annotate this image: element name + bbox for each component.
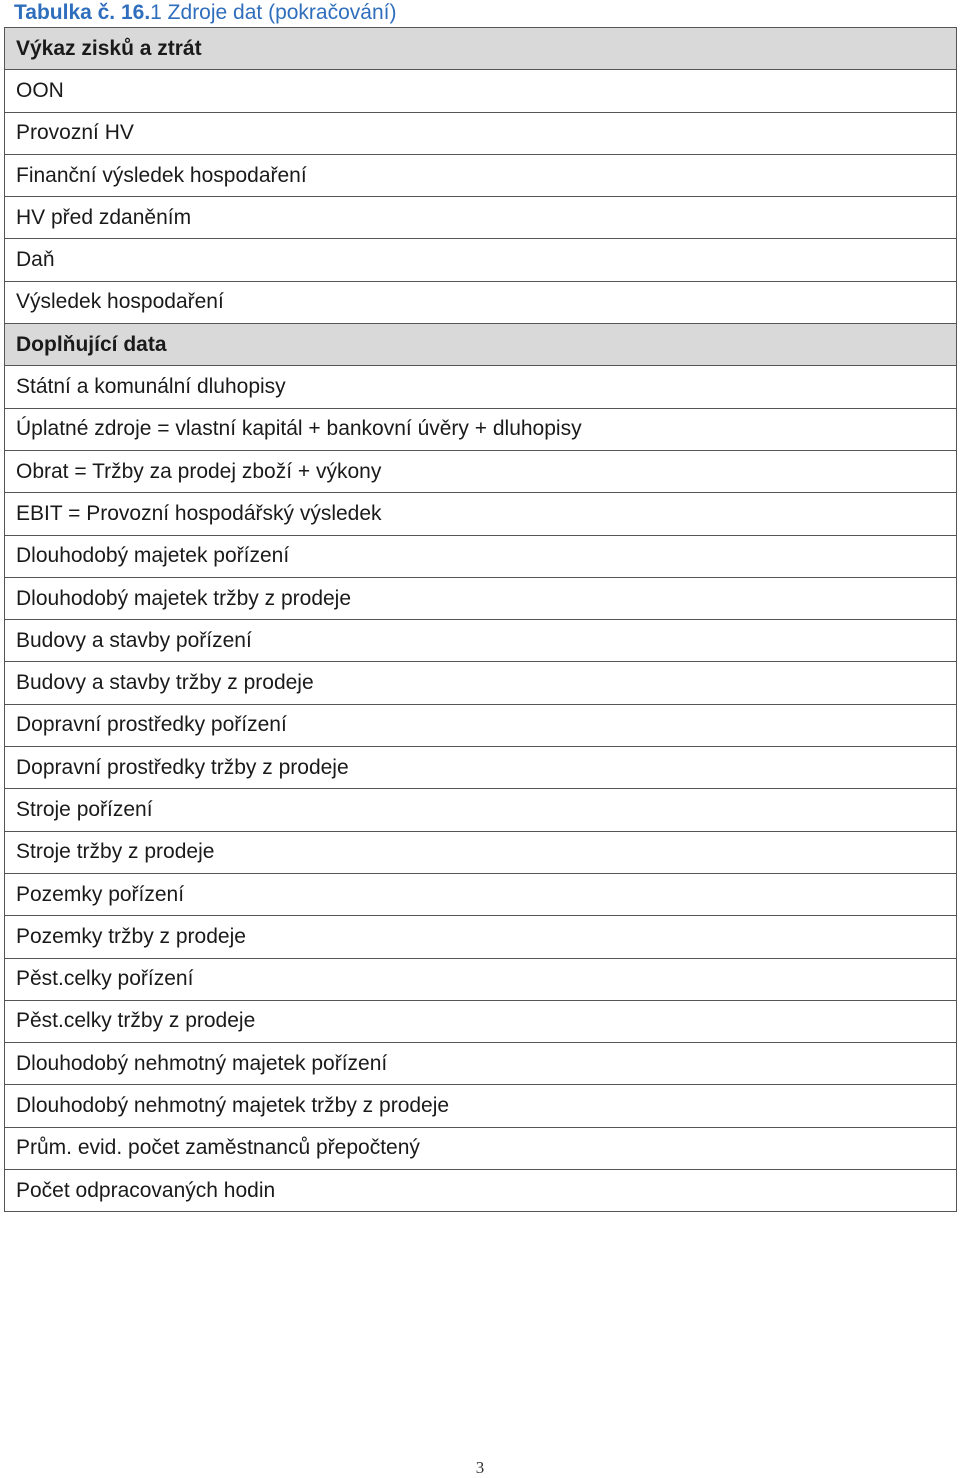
- table-cell: Pěst.celky pořízení: [5, 958, 957, 1000]
- table-row: [5, 831, 957, 873]
- table-cell: Úplatné zdroje = vlastní kapitál + bankovní úvěry + dluhopisy: [5, 408, 957, 450]
- table-row: [5, 239, 957, 281]
- table-row: [5, 450, 957, 492]
- table-caption-title: 1 Zdroje dat (pokračování): [150, 1, 397, 24]
- table-row: [5, 704, 957, 746]
- table-row: [5, 747, 957, 789]
- table-cell: Dlouhodobý nehmotný majetek pořízení: [5, 1043, 957, 1085]
- table-cell: Stroje pořízení: [5, 789, 957, 831]
- table-cell: Státní a komunální dluhopisy: [5, 366, 957, 408]
- table-cell: OON: [5, 70, 957, 112]
- section-header-cell: Doplňující data: [5, 324, 957, 366]
- table-row: [5, 789, 957, 831]
- table-cell: HV před zdaněním: [5, 197, 957, 239]
- table-cell: Budovy a stavby tržby z prodeje: [5, 662, 957, 704]
- table-row: [5, 70, 957, 112]
- table-row: [5, 662, 957, 704]
- table-row: [5, 1127, 957, 1169]
- table-row: [5, 112, 957, 154]
- table-cell: Daň: [5, 239, 957, 281]
- section-header-cell: Výkaz zisků a ztrát: [5, 28, 957, 70]
- table-cell: Počet odpracovaných hodin: [5, 1170, 957, 1212]
- table-row: [5, 958, 957, 1000]
- table-row: [5, 620, 957, 662]
- table-cell: Provozní HV: [5, 112, 957, 154]
- table-row: [5, 281, 957, 323]
- table-row: [5, 366, 957, 408]
- table-cell: Pozemky pořízení: [5, 873, 957, 915]
- table-section-header-row: [5, 324, 957, 366]
- table-cell: Dopravní prostředky pořízení: [5, 704, 957, 746]
- table-cell: Stroje tržby z prodeje: [5, 831, 957, 873]
- table-section-header-row: [5, 28, 957, 70]
- table-cell: Pozemky tržby z prodeje: [5, 916, 957, 958]
- table-row: [5, 577, 957, 619]
- table-cell: Prům. evid. počet zaměstnanců přepočtený: [5, 1127, 957, 1169]
- table-row: [5, 154, 957, 196]
- table-row: [5, 1085, 957, 1127]
- page-number: 3: [475, 1458, 485, 1477]
- table-cell: Obrat = Tržby za prodej zboží + výkony: [5, 450, 957, 492]
- table-row: [5, 1043, 957, 1085]
- data-sources-table: [4, 27, 957, 1212]
- table-cell: Finanční výsledek hospodaření: [5, 154, 957, 196]
- table-row: [5, 197, 957, 239]
- table-cell: EBIT = Provozní hospodářský výsledek: [5, 493, 957, 535]
- table-caption-prefix: Tabulka č. 16.: [14, 1, 151, 24]
- table-caption: [14, 0, 396, 26]
- table-row: [5, 408, 957, 450]
- table-cell: Dlouhodobý nehmotný majetek tržby z prodeje: [5, 1085, 957, 1127]
- table-row: [5, 535, 957, 577]
- table-cell: Budovy a stavby pořízení: [5, 620, 957, 662]
- table-cell: Dlouhodobý majetek pořízení: [5, 535, 957, 577]
- table-cell: Dopravní prostředky tržby z prodeje: [5, 747, 957, 789]
- table-row: [5, 1000, 957, 1042]
- table-row: [5, 493, 957, 535]
- table-cell: Pěst.celky tržby z prodeje: [5, 1000, 957, 1042]
- table-cell: Dlouhodobý majetek tržby z prodeje: [5, 577, 957, 619]
- table-cell: Výsledek hospodaření: [5, 281, 957, 323]
- table-row: [5, 916, 957, 958]
- table-row: [5, 873, 957, 915]
- table-row: [5, 1170, 957, 1212]
- data-sources-table-body: [5, 28, 957, 1212]
